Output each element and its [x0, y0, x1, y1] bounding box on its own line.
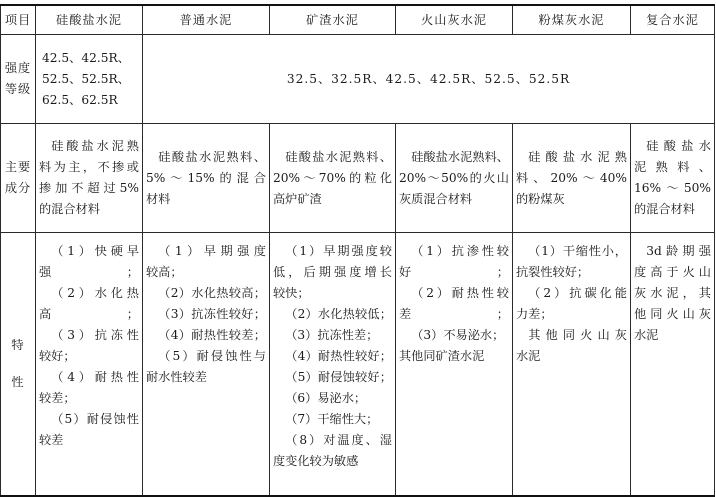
header-pozzolan: 火山灰水泥	[396, 5, 513, 35]
cement-comparison-table	[0, 4, 715, 497]
characteristics-portland: （1）快硬早强； （2）水化热高； （3）抗冻性 较好； （4）耐热性 较差； （5）耐侵蚀性 较差	[36, 233, 143, 497]
composition-row	[1, 124, 715, 233]
composition-flyash: 硅酸盐水泥熟 料、20%～40% 的粉煤灰	[513, 124, 631, 233]
strength-others: 32.5、32.5R、42.5、42.5R、52.5、52.5R	[143, 35, 715, 124]
characteristics-row	[1, 233, 715, 497]
composition-composite: 硅酸盐水 泥熟料、 16%～50% 的混合材料	[631, 124, 715, 233]
characteristics-flyash: （1）干缩性小， 抗裂性较好； （2）抗碳化能 力差； 其他同火山灰 水泥	[513, 233, 631, 497]
header-flyash: 粉煤灰水泥	[513, 5, 631, 35]
header-row	[1, 5, 715, 35]
composition-label: 主要 成分	[1, 124, 36, 233]
characteristics-slag: （1）早期强度较 低，后期强度增长 较快； （2）水化热较低； （3）抗冻性差； （4）耐热性较好； （5）耐侵蚀较好； （6）易泌水； （7）干缩性大； （8）对温度、湿 度变化较为敏感	[270, 233, 396, 497]
composition-pozzolan: 硅酸盐水泥熟料、 20%～50%的火山 灰质混合材料	[396, 124, 513, 233]
composition-portland: 硅酸盐水泥熟 料为主，不掺或 掺加不超过5% 的混合材料	[36, 124, 143, 233]
characteristics-composite: 3d龄期强 度高于火山 灰水泥，其 他同火山灰 水泥	[631, 233, 715, 497]
header-item: 项目	[1, 5, 36, 35]
header-composite: 复合水泥	[631, 5, 715, 35]
characteristics-ordinary: （1）早期强度 较高； （2）水化热较高； （3）抗冻性较好； （4）耐热性较差； （5）耐侵蚀性与 耐水性较差	[143, 233, 270, 497]
header-slag: 矿渣水泥	[270, 5, 396, 35]
composition-slag: 硅酸盐水泥熟料、 20%～70%的粒化 高炉矿渣	[270, 124, 396, 233]
characteristics-label: 特 性	[1, 233, 36, 497]
header-ordinary: 普通水泥	[143, 5, 270, 35]
strength-portland: 42.5、42.5R、 52.5、52.5R、 62.5、62.5R	[36, 35, 143, 124]
strength-row	[1, 35, 715, 124]
header-portland: 硅酸盐水泥	[36, 5, 143, 35]
characteristics-pozzolan: （1）抗渗性较好； （2）耐热性较差； （3）不易泌水； 其他同矿渣水泥	[396, 233, 513, 497]
strength-label: 强度 等级	[1, 35, 36, 124]
composition-ordinary: 硅酸盐水泥熟料、 5%～15%的混合 材料	[143, 124, 270, 233]
